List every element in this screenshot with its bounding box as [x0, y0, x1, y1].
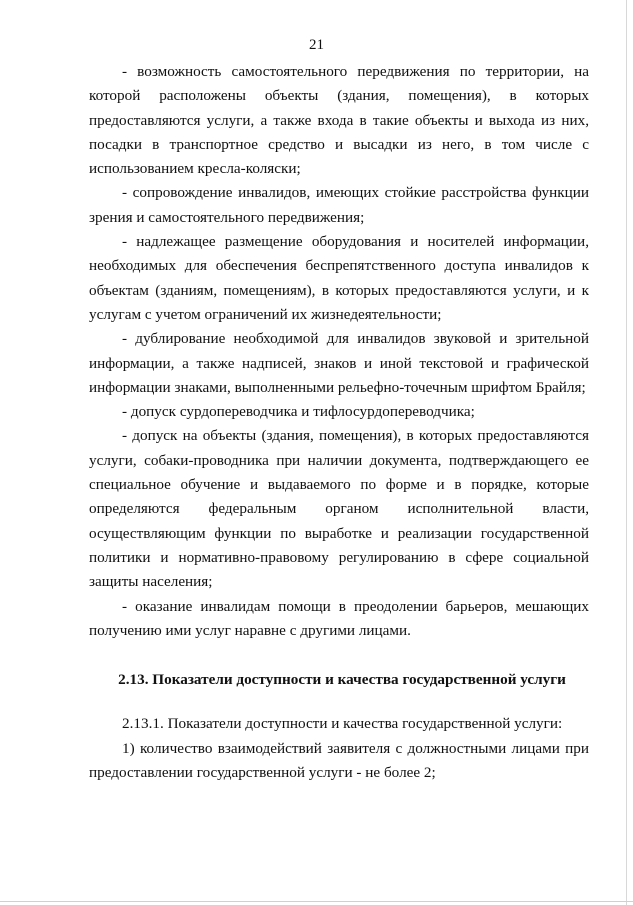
text-line: получению ими услуг наравне с другими лицами.	[89, 621, 411, 639]
text-line: 2.13.1. Показатели доступности и качества государственной услуги:	[122, 715, 563, 733]
page-number: 21	[309, 37, 324, 53]
text-line: необходимых для обеспечения беспрепятственного доступа инвалидов к	[89, 257, 589, 275]
spacer	[89, 643, 589, 668]
text-line: посадки в транспортное средство и высадки из него, в том числе с	[89, 135, 589, 153]
text-line: - допуск сурдопереводчика и тифлосурдопереводчика;	[122, 403, 475, 421]
text-line: зрения и самостоятельного передвижения;	[89, 208, 365, 226]
text-line: - сопровождение инвалидов, имеющих стойкие расстройства функции	[122, 184, 589, 202]
text-line: которой расположены объекты (здания, помещения), в которых	[89, 87, 589, 105]
text-line: - допуск на объекты (здания, помещения), в которых предоставляются	[122, 427, 589, 445]
document-body	[89, 60, 589, 785]
section-heading: 2.13. Показатели доступности и качества государственной услуги	[118, 671, 566, 689]
text-line: услугам с учетом ограничений их жизнедеятельности;	[89, 305, 442, 323]
spacer	[89, 692, 589, 712]
text-line: 1) количество взаимодействий заявителя с должностными лицами при	[122, 739, 589, 757]
text-line: - возможность самостоятельного передвижения по территории, на	[122, 63, 589, 80]
text-line: специальное обучение и выдаваемого по форме и в порядке, которые	[89, 476, 589, 494]
text-line: политики и нормативно-правовому регулированию в сфере социальной	[89, 548, 589, 566]
text-line: защиты населения;	[89, 573, 213, 591]
text-line: - надлежащее размещение оборудования и носителей информации,	[122, 233, 589, 251]
text-line: определяются федеральным органом исполнительной власти,	[89, 500, 589, 518]
text-line: осуществляющим функции по выработке и реализации государственной	[89, 524, 589, 542]
text-line: - оказание инвалидам помощи в преодолении барьеров, мешающих	[122, 597, 589, 615]
text-line: объектам (зданиям, помещениям), в которых предоставляются услуги, и к	[89, 281, 589, 299]
text-line: использованием кресла-коляски;	[89, 160, 301, 178]
text-line: предоставляются услуги, а также входа в такие объекты и выхода из них,	[89, 111, 589, 129]
text-line: - дублирование необходимой для инвалидов звуковой и зрительной	[122, 330, 589, 348]
scan-edge-bottom	[0, 901, 633, 902]
text-line: информации, а также надписей, знаков и иной текстовой и графической	[89, 354, 589, 372]
text-line: информации знаками, выполненными рельефно-точечным шрифтом Брайля;	[89, 378, 586, 396]
scan-edge-right	[626, 0, 627, 905]
text-line: услуги, собаки-проводника при наличии документа, подтверждающего ее	[89, 451, 589, 469]
text-line: предоставлении государственной услуги - не более 2;	[89, 764, 436, 782]
